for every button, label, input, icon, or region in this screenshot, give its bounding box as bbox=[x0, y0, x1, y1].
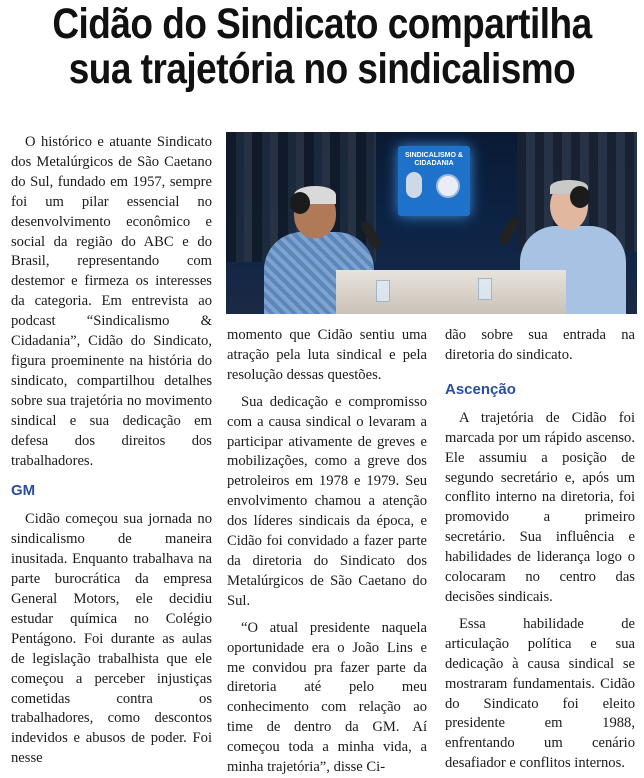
water-glass bbox=[376, 280, 390, 302]
studio-table bbox=[336, 270, 566, 314]
headline bbox=[45, 2, 599, 92]
paragraph: “O atual presidente naquela oportunidade era o João Lins e me convidou pra fazer parte da diretoria até pelo meu conhecimento com relação ao time de dentro da GM. Aí começou toda a minha vida, a minha trajetória”, disse Ci- bbox=[227, 619, 427, 776]
subheading-ascencao: Ascenção bbox=[445, 380, 516, 398]
article-column-3 bbox=[445, 326, 635, 774]
headline-line-1: Cidão do Sindicato compartilha bbox=[52, 0, 592, 48]
paragraph: momento que Cidão sentiu uma atração pela luta sindical e pela resolução dessas questões. bbox=[227, 327, 427, 383]
podcast-sign bbox=[398, 146, 470, 216]
paragraph: dão sobre sua entrada na diretoria do sindicato. bbox=[445, 327, 635, 363]
article-column-1 bbox=[11, 133, 212, 769]
paragraph: Sua dedicação e compromisso com a causa sindical o levaram a participar ativamente de greves e mobilizações, como a greve dos petroleiros em 1978 e 1979. Seu envolvimento chamou a atenção dos líderes sindicais da época, e Cidão foi convidado a fazer parte da diretoria do Sindicato dos Metalúrgicos de São Caetano do Sul. bbox=[227, 393, 427, 609]
paragraph: Essa habilidade de articulação política e sua dedicação à causa sindical se mostraram fundamentais. Cidão do Sindicato foi eleito presidente em 1988, enfrentando um cenário desafiador e conflitos internos. bbox=[445, 615, 635, 772]
headset-icon bbox=[290, 192, 310, 214]
paragraph: O histórico e atuante Sindicato dos Metalúrgicos de São Caetano do Sul, fundado em 1957, sempre foi um pilar essencial no desenvolvimento econômico e social da região do ABC e do Brasil, representando com destemor e firmeza os interesses da categoria. Em entrevista ao podcast “Sindicalismo & Cidadania”, Cidão do Sindicato, figura proeminente na história do sindicato, compartilhou detalhes sobre sua trajetória no movimento sindical e sua dedicação em defesa dos direitos dos trabalhadores. bbox=[11, 134, 212, 469]
article-column-2 bbox=[227, 326, 427, 778]
podcast-sign-title: SINDICALISMO & CIDADANIA bbox=[405, 152, 463, 167]
water-glass bbox=[478, 278, 492, 300]
subheading-gm: GM bbox=[11, 482, 36, 500]
podcast-photo bbox=[226, 132, 637, 314]
paragraph: A trajetória de Cidão foi marcada por um rápido ascenso. Ele assumiu a posição de segundo secretário e, após um conflito interno na diretoria, foi promovido a primeiro secretário. Sua influência e habilidades de liderança logo o colocaram no centro das decisões sindicais. bbox=[445, 409, 635, 605]
union-logo-icon bbox=[436, 174, 460, 198]
paragraph: Cidão começou sua jornada no sindicalismo de maneira inusitada. Enquanto trabalhava na parte burocrática da empresa General Motors, ele decidiu estudar química no Colégio Pentágono. Foi durante as aulas de legislação trabalhista que ele começou a perceber injustiças cometidas contra os trabalhadores, como descontos indevidos e abusos de poder. Foi nesse bbox=[11, 511, 212, 767]
headline-line-2: sua trajetória no sindicalismo bbox=[68, 45, 576, 93]
headset-icon bbox=[570, 186, 590, 208]
microphone-icon bbox=[406, 172, 422, 198]
